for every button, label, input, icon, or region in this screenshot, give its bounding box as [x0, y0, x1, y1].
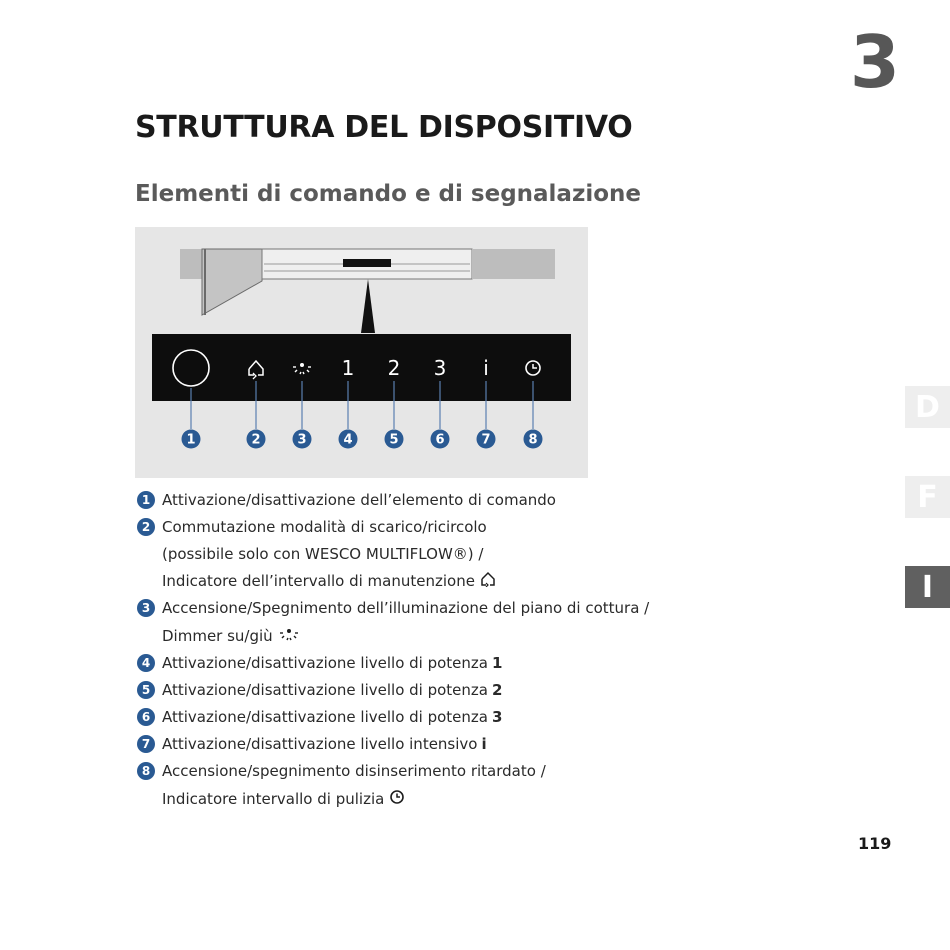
- legend-item-3-line-2: [137, 622, 697, 649]
- legend-number-badge: 1: [137, 491, 155, 509]
- callout-number: 2: [251, 432, 261, 448]
- legend-number-badge: 2: [137, 518, 155, 536]
- page-title: STRUTTURA DEL DISPOSITIVO: [135, 110, 633, 145]
- chapter-number: 3: [849, 20, 900, 104]
- house-icon: [480, 571, 496, 591]
- panel-button-4[interactable]: 1: [341, 356, 355, 380]
- legend-text: Dimmer su/giù: [162, 626, 273, 645]
- hood-control-slot: [343, 259, 391, 267]
- legend-item-3: [137, 595, 697, 622]
- power-level-value: 2: [491, 680, 503, 699]
- legend-item-5: [137, 676, 697, 703]
- panel-button-5[interactable]: 2: [387, 356, 401, 380]
- legend-number-badge: 4: [137, 654, 155, 672]
- hood-right-panel: [472, 249, 555, 279]
- clock-icon: [389, 789, 405, 809]
- callout-number: 8: [528, 432, 538, 448]
- legend-item-2: [137, 513, 697, 540]
- callout-number: 4: [343, 432, 353, 448]
- legend-text: Indicatore dell’intervallo di manutenzione: [162, 572, 475, 591]
- legend-item-6: [137, 704, 697, 731]
- legend-item-8-line-2: [137, 785, 697, 812]
- legend-item-8: [137, 758, 697, 785]
- legend-text: Accensione/spegnimento disinserimento ritardato /: [162, 762, 546, 781]
- legend-item-2-line-3: [137, 568, 697, 595]
- legend-text: Attivazione/disattivazione livello di potenza: [162, 653, 488, 672]
- legend-text: Attivazione/disattivazione livello di potenza: [162, 680, 488, 699]
- page-number: 119: [858, 834, 892, 853]
- panel-button-7[interactable]: i: [483, 356, 489, 380]
- legend-text: (possibile solo con WESCO MULTIFLOW®) /: [162, 544, 484, 563]
- power-level-value: 3: [491, 708, 503, 727]
- section-title: Elementi di comando e di segnalazione: [135, 181, 641, 207]
- control-panel-diagram: [135, 227, 588, 478]
- language-tab-de[interactable]: D: [905, 386, 950, 428]
- legend-list: [137, 486, 697, 812]
- legend-text: Accensione/Spegnimento dell’illuminazione del piano di cottura /: [162, 599, 650, 618]
- control-panel-figure: [135, 227, 588, 478]
- callout-number: 1: [186, 432, 196, 448]
- callout-number: 6: [435, 432, 445, 448]
- legend-number-badge: 3: [137, 599, 155, 617]
- language-tab-fr[interactable]: F: [905, 476, 950, 518]
- legend-text: Attivazione/disattivazione livello di potenza: [162, 708, 488, 727]
- hood-left-panel: [180, 249, 202, 279]
- legend-item-1: [137, 486, 697, 513]
- legend-number-badge: 5: [137, 681, 155, 699]
- pointer-arrow: [361, 279, 375, 333]
- legend-text: Attivazione/disattivazione dell’elemento di comando: [162, 490, 556, 509]
- legend-number-badge: 8: [137, 762, 155, 780]
- legend-text: Commutazione modalità di scarico/ricircolo: [162, 517, 487, 536]
- legend-text: Indicatore intervallo di pulizia: [162, 789, 385, 808]
- legend-item-4: [137, 649, 697, 676]
- power-level-value: 1: [491, 653, 503, 672]
- hood-slanted-side: [202, 249, 262, 315]
- callout-number: 7: [481, 432, 491, 448]
- callout-number: 5: [389, 432, 399, 448]
- dimmer-icon: [278, 627, 300, 645]
- panel-button-6[interactable]: 3: [433, 356, 447, 380]
- control-panel: [152, 334, 571, 401]
- legend-number-badge: 6: [137, 708, 155, 726]
- language-tab-it[interactable]: I: [905, 566, 950, 608]
- legend-text: Attivazione/disattivazione livello intensivo: [162, 735, 478, 754]
- legend-number-badge: 7: [137, 735, 155, 753]
- legend-item-2-line-2: [137, 540, 697, 567]
- callout-number: 3: [297, 432, 307, 448]
- power-level-value: i: [481, 735, 487, 754]
- legend-item-7: [137, 731, 697, 758]
